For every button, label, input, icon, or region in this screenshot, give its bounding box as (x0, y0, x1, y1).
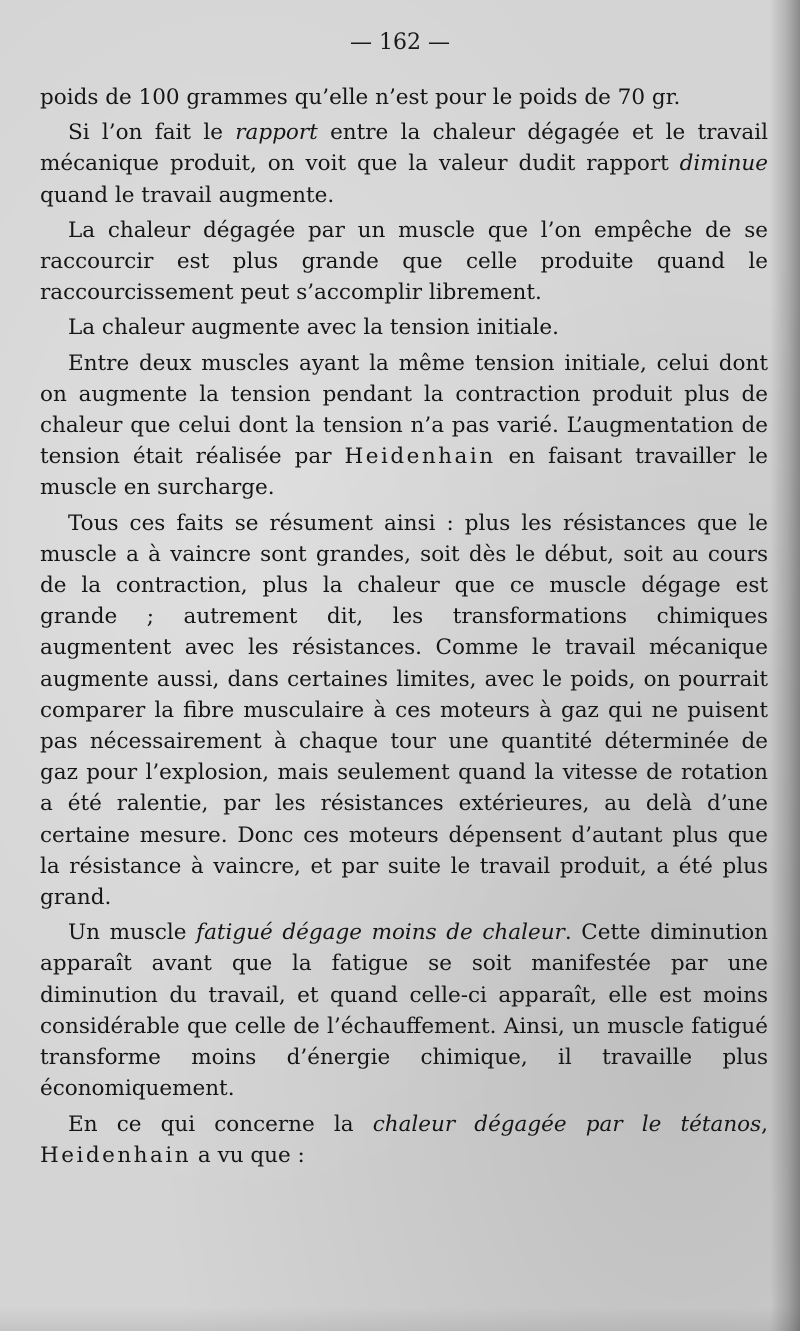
paragraph-text: Entre deux muscles ayant la même tension initiale, celui dont on augmente la tension pendant la contraction produit plus de chaleur que celui dont la tension n’a pas varié. L’augmentation de tension était réalisée par (40, 350, 768, 470)
paragraph-text: en faisant travailler le muscle en surcharge. (40, 444, 769, 501)
paragraph-text: quand le travail augmente. (40, 182, 335, 208)
italic-text: rapport (235, 120, 318, 146)
body-text (40, 82, 768, 1175)
page-bottom-edge (0, 1307, 800, 1331)
italic-text: fatigué dégage moins de chaleur (196, 920, 565, 946)
paragraph-text: Un muscle (68, 920, 197, 946)
paragraph-text: , (761, 1111, 768, 1137)
paragraph-text: En ce qui concerne la (68, 1111, 373, 1137)
paragraph-text: poids de 100 grammes qu’elle n’est pour le poids de 70 gr. (40, 85, 681, 110)
paragraph-text: a vu que : (191, 1142, 305, 1168)
paragraph (40, 117, 768, 211)
paragraph-text: Tous ces faits se résument ainsi : plus les résistances que le muscle a à vaincre sont grandes, soit dès le début, soit au cours de la contraction, plus la chaleur que ce muscle dégage est grande ; autrement dit, les transformations chimiques augmentent avec les résistances. Comme le travail mécanique augmente aussi, dans certaines limites, avec le poids, on pourrait comparer la fibre musculaire à ces moteurs à gaz qui ne puisent pas nécessairement à chaque tour une quantité déterminée de gaz pour l’explosion, mais seulement quand la vitesse de rotation a été ralentie, par les résistances extérieures, au delà d’une certaine mesure. Donc ces moteurs dépensent d’autant plus que la résistance à vaincre, et par suite le travail produit, a été plus grand. (40, 510, 768, 911)
italic-text: diminue (679, 151, 768, 177)
paragraph (40, 917, 768, 1104)
paragraph (40, 312, 768, 343)
page-number: — 162 — (350, 30, 450, 55)
paragraph (40, 348, 768, 504)
paragraph-text: La chaleur augmente avec la tension initiale. (68, 315, 559, 341)
spaced-name: Heidenhain (40, 1142, 192, 1168)
page-spine-shadow (770, 0, 800, 1331)
paragraph-text: entre la chaleur dégagée et le travail mécanique produit, on voit que la valeur dudit rapport (40, 120, 768, 177)
paragraph (40, 215, 768, 309)
paragraph (40, 82, 768, 113)
spaced-name: Heidenhain (344, 444, 496, 470)
paragraph (40, 508, 768, 914)
paragraph (40, 1109, 768, 1171)
paragraph-text: Si l’on fait le (68, 120, 236, 146)
paragraph-text: . Cette diminution apparaît avant que la fatigue se soit manifestée par une diminution du travail, et quand celle-ci apparaît, elle est moins considérable que celle de l’échauffement. Ainsi, un muscle fatigué transforme moins d’énergie chimique, il travaille plus économiquement. (40, 920, 768, 1102)
italic-text: chaleur dégagée par le tétanos (372, 1111, 762, 1137)
paragraph-text: La chaleur dégagée par un muscle que l’on empêche de se raccourcir est plus grande que celle produite quand le raccourcissement peut s’accomplir librement. (40, 217, 768, 306)
